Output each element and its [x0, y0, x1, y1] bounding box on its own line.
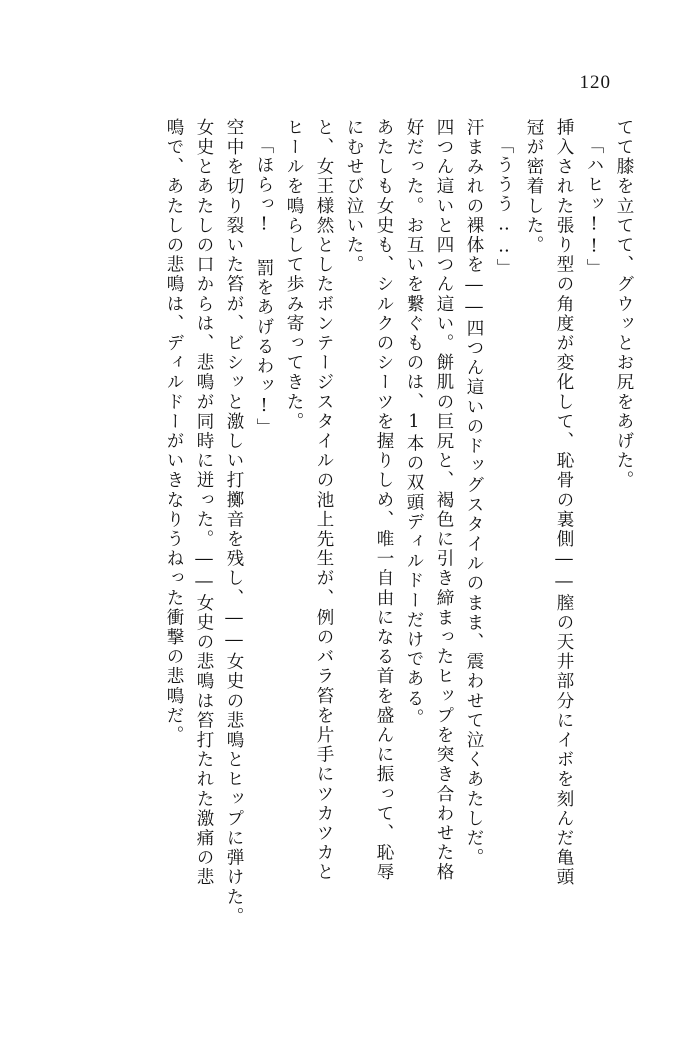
text-line: 汗まみれの裸体を――四つん這いのドッグスタイルのまま、震わせて泣くあたしだ。: [464, 118, 484, 868]
text-line: 四つん這いと四つん這い。餅肌の巨尻と、褐色に引き締まったヒップを突き合わせた格: [434, 118, 454, 883]
text-line: 「ううう‥‥」: [494, 136, 514, 279]
text-line: 鳴で、あたしの悲鳴は、ディルドーがいきなりうねった衝撃の悲鳴だ。: [164, 118, 184, 746]
text-line: ヒールを鳴らして歩み寄ってきた。: [284, 118, 304, 432]
text-line: 挿入された張り型の角度が変化して、恥骨の裏側――膣の天井部分にイボを刻んだ亀頭: [554, 118, 574, 888]
text-line: と、女王様然としたボンテージスタイルの池上先生が、例のバラ笞を片手にツカツカと: [314, 118, 334, 883]
text-line: てて膝を立てて、グウッとお尻をあげた。: [614, 118, 634, 491]
text-line: にむせび泣いた。: [344, 118, 364, 275]
text-line: 女史とあたしの口からは、悲鳴が同時に迸った。――女史の悲鳴は笞打たれた激痛の悲: [194, 118, 214, 888]
vertical-text-body: [60, 118, 639, 1018]
text-line: 好だった。お互いを繋ぐものは、1本の双頭ディルドーだけである。: [404, 118, 424, 729]
page-number: 120: [579, 72, 611, 93]
text-line: 冠が密着した。: [524, 118, 544, 256]
text-line: 空中を切り裂いた笞が、ビシッと激しい打擲音を残し、――女史の悲鳴とヒップに弾けた。: [224, 118, 244, 927]
text-line: 「ほらっ! 罰をあげるわッ!」: [254, 136, 274, 438]
text-line: あたしも女史も、シルクのシーツを握りしめ、唯一自由になる首を盛んに振って、恥辱: [374, 118, 394, 883]
text-line: 「ハヒッ!!」: [584, 136, 604, 279]
